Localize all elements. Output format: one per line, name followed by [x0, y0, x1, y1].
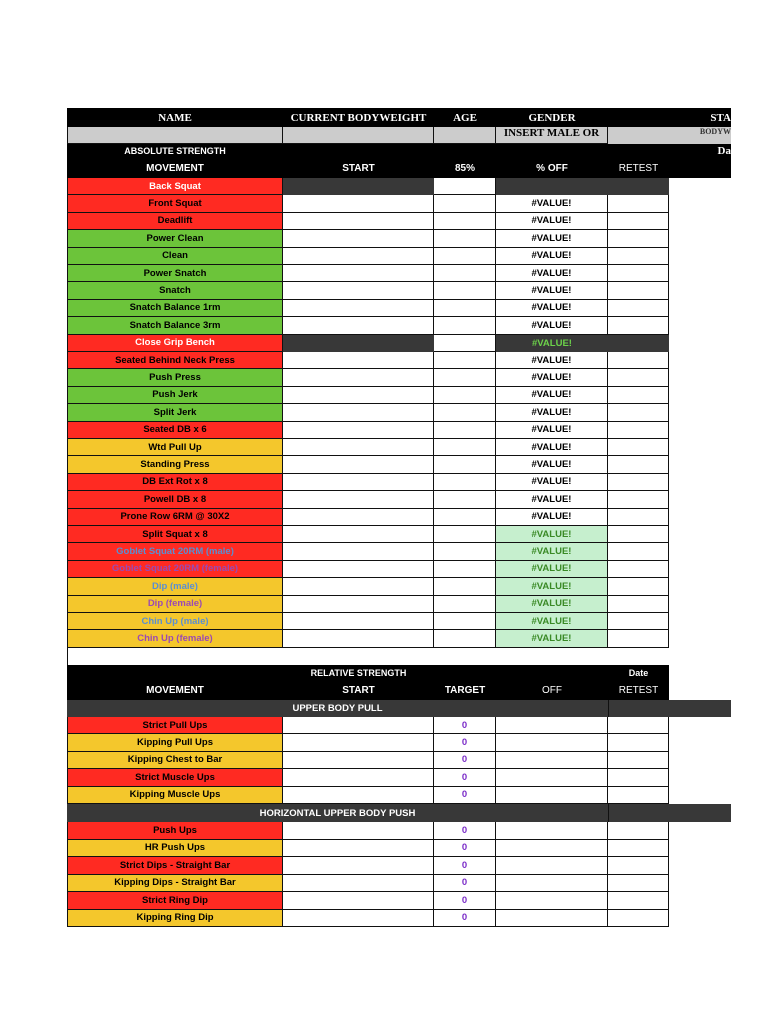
start-cell[interactable]: [283, 178, 434, 195]
movement-row: [67, 596, 731, 613]
retest-cell[interactable]: [608, 282, 669, 299]
movement-label: Kipping Dips - Straight Bar: [67, 875, 283, 893]
movement-label: Clean: [67, 248, 283, 265]
group-push-row: [67, 804, 731, 822]
target-cell: 0: [434, 892, 496, 910]
off-cell: [496, 910, 608, 928]
bodyweight-partial-label: BODYW: [699, 127, 731, 136]
off-cell: #VALUE!: [496, 526, 608, 543]
relative-row: [67, 717, 731, 734]
relative-row: [67, 769, 731, 786]
pct-cell: [434, 543, 496, 560]
rel-movement-header: MOVEMENT: [67, 681, 283, 700]
off-cell: [496, 875, 608, 893]
off-cell: #VALUE!: [496, 369, 608, 386]
pct-cell: [434, 561, 496, 578]
start-cell[interactable]: [283, 734, 434, 751]
start-cell[interactable]: [283, 300, 434, 317]
start-cell[interactable]: [283, 613, 434, 630]
movement-label: Deadlift: [67, 213, 283, 230]
group-horizontal-push: HORIZONTAL UPPER BODY PUSH: [67, 804, 608, 822]
off-cell: #VALUE!: [496, 596, 608, 613]
start-cell[interactable]: [283, 213, 434, 230]
off-cell: #VALUE!: [496, 456, 608, 473]
movement-row: [67, 474, 731, 491]
pct-column-header: 85%: [434, 158, 496, 178]
off-cell: #VALUE!: [496, 578, 608, 595]
bodyweight-header: CURRENT BODYWEIGHT: [283, 108, 434, 127]
pct-cell: [434, 596, 496, 613]
off-cell: #VALUE!: [496, 404, 608, 421]
off-cell: #VALUE!: [496, 387, 608, 404]
pct-cell: [434, 578, 496, 595]
retest-cell[interactable]: [608, 613, 669, 630]
target-cell: 0: [434, 840, 496, 858]
off-column-header: % OFF: [496, 158, 608, 178]
movement-row: [67, 230, 731, 247]
gender-header: GENDER: [496, 108, 608, 127]
off-cell: #VALUE!: [496, 561, 608, 578]
movement-row: [67, 613, 731, 630]
movement-label: Goblet Squat 20RM (male): [67, 543, 283, 560]
start-cell[interactable]: [283, 822, 434, 840]
retest-cell[interactable]: [608, 248, 669, 265]
relative-row: [67, 734, 731, 751]
rel-target-header: TARGET: [434, 681, 496, 700]
movement-row: [67, 404, 731, 421]
rel-off-header: OFF: [496, 681, 608, 700]
movement-label: Back Squat: [67, 178, 283, 195]
pct-cell: [434, 422, 496, 439]
retest-cell[interactable]: [608, 892, 669, 910]
start-cell[interactable]: [283, 509, 434, 526]
movement-row: [67, 543, 731, 560]
start-cell[interactable]: [283, 317, 434, 334]
start-cell[interactable]: [283, 892, 434, 910]
movement-row: [67, 195, 731, 212]
relative-row: [67, 822, 731, 840]
group-pull-filler: [608, 700, 731, 717]
off-cell: [496, 857, 608, 875]
start-cell[interactable]: [283, 456, 434, 473]
movement-label: DB Ext Rot x 8: [67, 474, 283, 491]
start-cell[interactable]: [283, 404, 434, 421]
input-row: [67, 127, 731, 144]
relative-title-row: [67, 665, 731, 681]
movement-label: HR Push Ups: [67, 840, 283, 858]
start-cell[interactable]: [283, 630, 434, 647]
movement-row: [67, 335, 731, 352]
retest-cell[interactable]: [608, 752, 669, 769]
pct-cell: [434, 300, 496, 317]
pct-cell: [434, 630, 496, 647]
pct-cell: [434, 195, 496, 212]
start-cell[interactable]: [283, 422, 434, 439]
movement-row: [67, 352, 731, 369]
off-cell: [496, 769, 608, 786]
retest-cell[interactable]: [608, 543, 669, 560]
start-cell[interactable]: [283, 248, 434, 265]
relative-title-filler: [434, 665, 608, 681]
retest-cell[interactable]: [608, 352, 669, 369]
start-column-header: START: [283, 158, 434, 178]
pct-cell: [434, 491, 496, 508]
target-cell: 0: [434, 910, 496, 928]
pct-cell: [434, 404, 496, 421]
movement-row: [67, 369, 731, 386]
relative-row: [67, 840, 731, 858]
retest-cell[interactable]: [608, 596, 669, 613]
movement-row: [67, 630, 731, 647]
movement-row: [67, 282, 731, 299]
absolute-section-title: ABSOLUTE STRENGTH: [67, 144, 283, 158]
retest-cell[interactable]: [608, 769, 669, 786]
relative-title-blank: [67, 665, 283, 681]
retest-cell[interactable]: [608, 509, 669, 526]
retest-cell[interactable]: [608, 474, 669, 491]
pct-cell: [434, 282, 496, 299]
movement-row: [67, 178, 731, 195]
off-cell: #VALUE!: [496, 213, 608, 230]
start-cell[interactable]: [283, 857, 434, 875]
retest-cell[interactable]: [608, 230, 669, 247]
off-cell: #VALUE!: [496, 474, 608, 491]
start-cell[interactable]: [283, 491, 434, 508]
retest-cell[interactable]: [608, 787, 669, 804]
retest-cell[interactable]: [608, 717, 669, 734]
start-cell[interactable]: [283, 752, 434, 769]
retest-cell[interactable]: [608, 439, 669, 456]
movement-label: Kipping Muscle Ups: [67, 787, 283, 804]
retest-cell[interactable]: [608, 213, 669, 230]
movement-label: Power Clean: [67, 230, 283, 247]
pct-cell: [434, 265, 496, 282]
retest-cell[interactable]: [608, 561, 669, 578]
age-header: AGE: [434, 108, 496, 127]
start-cell[interactable]: [283, 230, 434, 247]
start-cell[interactable]: [283, 578, 434, 595]
retest-cell[interactable]: [608, 578, 669, 595]
pct-cell: [434, 213, 496, 230]
start-cell[interactable]: [283, 787, 434, 804]
movement-label: Strict Pull Ups: [67, 717, 283, 734]
off-cell: #VALUE!: [496, 230, 608, 247]
start-cell[interactable]: [283, 352, 434, 369]
start-cell[interactable]: [283, 769, 434, 786]
retest-cell[interactable]: [608, 369, 669, 386]
movement-row: [67, 300, 731, 317]
gender-input[interactable]: INSERT MALE OR: [496, 127, 608, 144]
movement-label: Push Press: [67, 369, 283, 386]
movement-label: Goblet Squat 20RM (female): [67, 561, 283, 578]
header-row: [67, 108, 731, 127]
off-cell: #VALUE!: [496, 491, 608, 508]
retest-cell[interactable]: [608, 822, 669, 840]
retest-cell[interactable]: [608, 875, 669, 893]
start-cell[interactable]: [283, 474, 434, 491]
off-cell: [496, 717, 608, 734]
start-cell[interactable]: [283, 282, 434, 299]
pct-cell: [434, 526, 496, 543]
start-cell[interactable]: [283, 840, 434, 858]
start-cell[interactable]: [283, 439, 434, 456]
retest-cell[interactable]: [608, 456, 669, 473]
start-cell[interactable]: [283, 265, 434, 282]
movement-column-header: MOVEMENT: [67, 158, 283, 178]
target-cell: 0: [434, 875, 496, 893]
movement-row: [67, 387, 731, 404]
movement-label: Snatch: [67, 282, 283, 299]
movement-label: Push Ups: [67, 822, 283, 840]
off-cell: #VALUE!: [496, 543, 608, 560]
off-cell: #VALUE!: [496, 613, 608, 630]
start-cell[interactable]: [283, 387, 434, 404]
relative-row: [67, 892, 731, 910]
relative-date-label: Date: [608, 665, 669, 681]
start-cell[interactable]: [283, 369, 434, 386]
retest-cell[interactable]: [608, 491, 669, 508]
off-cell: [496, 822, 608, 840]
off-cell: #VALUE!: [496, 317, 608, 334]
movement-label: Chin Up (female): [67, 630, 283, 647]
movement-row: [67, 491, 731, 508]
pct-cell: [434, 439, 496, 456]
off-cell: [496, 787, 608, 804]
movement-row: [67, 578, 731, 595]
movement-row: [67, 248, 731, 265]
pct-cell: [434, 230, 496, 247]
start-cell[interactable]: [283, 596, 434, 613]
date-partial-label: Da: [717, 145, 731, 157]
off-cell: [496, 734, 608, 751]
group-push-filler: [608, 804, 731, 822]
retest-cell[interactable]: [608, 195, 669, 212]
movement-label: Snatch Balance 1rm: [67, 300, 283, 317]
movement-label: Kipping Pull Ups: [67, 734, 283, 751]
target-cell: 0: [434, 752, 496, 769]
movement-row: [67, 456, 731, 473]
pct-cell: [434, 335, 496, 352]
pct-cell: [434, 317, 496, 334]
movement-row: [67, 422, 731, 439]
retest-cell[interactable]: [608, 300, 669, 317]
off-cell: #VALUE!: [496, 630, 608, 647]
group-pull-row: [67, 700, 731, 717]
off-cell: [496, 840, 608, 858]
date-partial-cell: [283, 144, 731, 158]
movement-label: Power Snatch: [67, 265, 283, 282]
movement-label: Snatch Balance 3rm: [67, 317, 283, 334]
off-cell: #VALUE!: [496, 248, 608, 265]
bodyweight-cell-partial: [608, 127, 731, 144]
target-cell: 0: [434, 717, 496, 734]
off-cell: #VALUE!: [496, 282, 608, 299]
movement-label: Split Squat x 8: [67, 526, 283, 543]
extra-column-header: [669, 158, 731, 178]
retest-cell[interactable]: [608, 387, 669, 404]
bodyweight-input[interactable]: [283, 127, 434, 144]
rel-start-header: START: [283, 681, 434, 700]
relative-row: [67, 857, 731, 875]
target-cell: 0: [434, 857, 496, 875]
relative-column-headers: [67, 681, 731, 700]
movement-label: Kipping Chest to Bar: [67, 752, 283, 769]
movement-label: Front Squat: [67, 195, 283, 212]
spacer-row: [67, 648, 669, 665]
movement-label: Chin Up (male): [67, 613, 283, 630]
movement-label: Wtd Pull Up: [67, 439, 283, 456]
start-cell[interactable]: [283, 543, 434, 560]
target-cell: 0: [434, 734, 496, 751]
retest-cell[interactable]: [608, 317, 669, 334]
relative-row: [67, 875, 731, 893]
pct-cell: [434, 456, 496, 473]
movement-label: Close Grip Bench: [67, 335, 283, 352]
target-cell: 0: [434, 822, 496, 840]
off-cell: [496, 892, 608, 910]
movement-label: Kipping Ring Dip: [67, 910, 283, 928]
off-cell: #VALUE!: [496, 300, 608, 317]
movement-label: Split Jerk: [67, 404, 283, 421]
movement-row: [67, 317, 731, 334]
relative-row: [67, 787, 731, 804]
retest-cell[interactable]: [608, 422, 669, 439]
movement-label: Seated Behind Neck Press: [67, 352, 283, 369]
movement-label: Push Jerk: [67, 387, 283, 404]
start-cell[interactable]: [283, 335, 434, 352]
off-cell: #VALUE!: [496, 352, 608, 369]
movement-label: Dip (female): [67, 596, 283, 613]
off-cell: #VALUE!: [496, 422, 608, 439]
off-cell: #VALUE!: [496, 335, 608, 352]
movement-label: Dip (male): [67, 578, 283, 595]
retest-cell[interactable]: [608, 840, 669, 858]
off-cell: [496, 178, 608, 195]
start-cell[interactable]: [283, 561, 434, 578]
movement-row: [67, 213, 731, 230]
absolute-column-headers: [67, 158, 731, 178]
start-cell[interactable]: [283, 526, 434, 543]
age-input[interactable]: [434, 127, 496, 144]
movement-row: [67, 265, 731, 282]
name-header: NAME: [67, 108, 283, 127]
pct-cell: [434, 613, 496, 630]
movement-label: Prone Row 6RM @ 30X2: [67, 509, 283, 526]
retest-cell[interactable]: [608, 335, 669, 352]
movement-label: Strict Dips - Straight Bar: [67, 857, 283, 875]
absolute-title-row: [67, 144, 731, 158]
movement-label: Standing Press: [67, 456, 283, 473]
movement-row: [67, 509, 731, 526]
movement-row: [67, 526, 731, 543]
relative-row: [67, 752, 731, 769]
start-header-partial: STA: [608, 108, 731, 127]
retest-cell[interactable]: [608, 178, 669, 195]
movement-label: Powell DB x 8: [67, 491, 283, 508]
start-cell[interactable]: [283, 910, 434, 928]
pct-cell: [434, 248, 496, 265]
start-cell[interactable]: [283, 875, 434, 893]
relative-row: [67, 910, 731, 928]
off-cell: #VALUE!: [496, 439, 608, 456]
off-cell: #VALUE!: [496, 265, 608, 282]
movement-label: Strict Ring Dip: [67, 892, 283, 910]
pct-cell: [434, 509, 496, 526]
relative-section-title: RELATIVE STRENGTH: [283, 665, 434, 681]
start-cell[interactable]: [283, 195, 434, 212]
pct-cell: [434, 387, 496, 404]
retest-cell[interactable]: [608, 910, 669, 928]
retest-column-header: RETEST: [608, 158, 669, 178]
start-cell[interactable]: [283, 717, 434, 734]
pct-cell: [434, 369, 496, 386]
pct-cell: [434, 474, 496, 491]
retest-cell[interactable]: [608, 265, 669, 282]
target-cell: 0: [434, 787, 496, 804]
retest-cell[interactable]: [608, 526, 669, 543]
pct-cell: [434, 178, 496, 195]
rel-retest-header: RETEST: [608, 681, 669, 700]
off-cell: #VALUE!: [496, 195, 608, 212]
retest-cell[interactable]: [608, 734, 669, 751]
name-input[interactable]: [67, 127, 283, 144]
movement-row: [67, 439, 731, 456]
retest-cell[interactable]: [608, 630, 669, 647]
movement-row: [67, 561, 731, 578]
pct-cell: [434, 352, 496, 369]
retest-cell[interactable]: [608, 404, 669, 421]
off-cell: #VALUE!: [496, 509, 608, 526]
target-cell: 0: [434, 769, 496, 786]
retest-cell[interactable]: [608, 857, 669, 875]
group-upper-body-pull: UPPER BODY PULL: [67, 700, 608, 717]
movement-label: Seated DB x 6: [67, 422, 283, 439]
movement-label: Strict Muscle Ups: [67, 769, 283, 786]
off-cell: [496, 752, 608, 769]
